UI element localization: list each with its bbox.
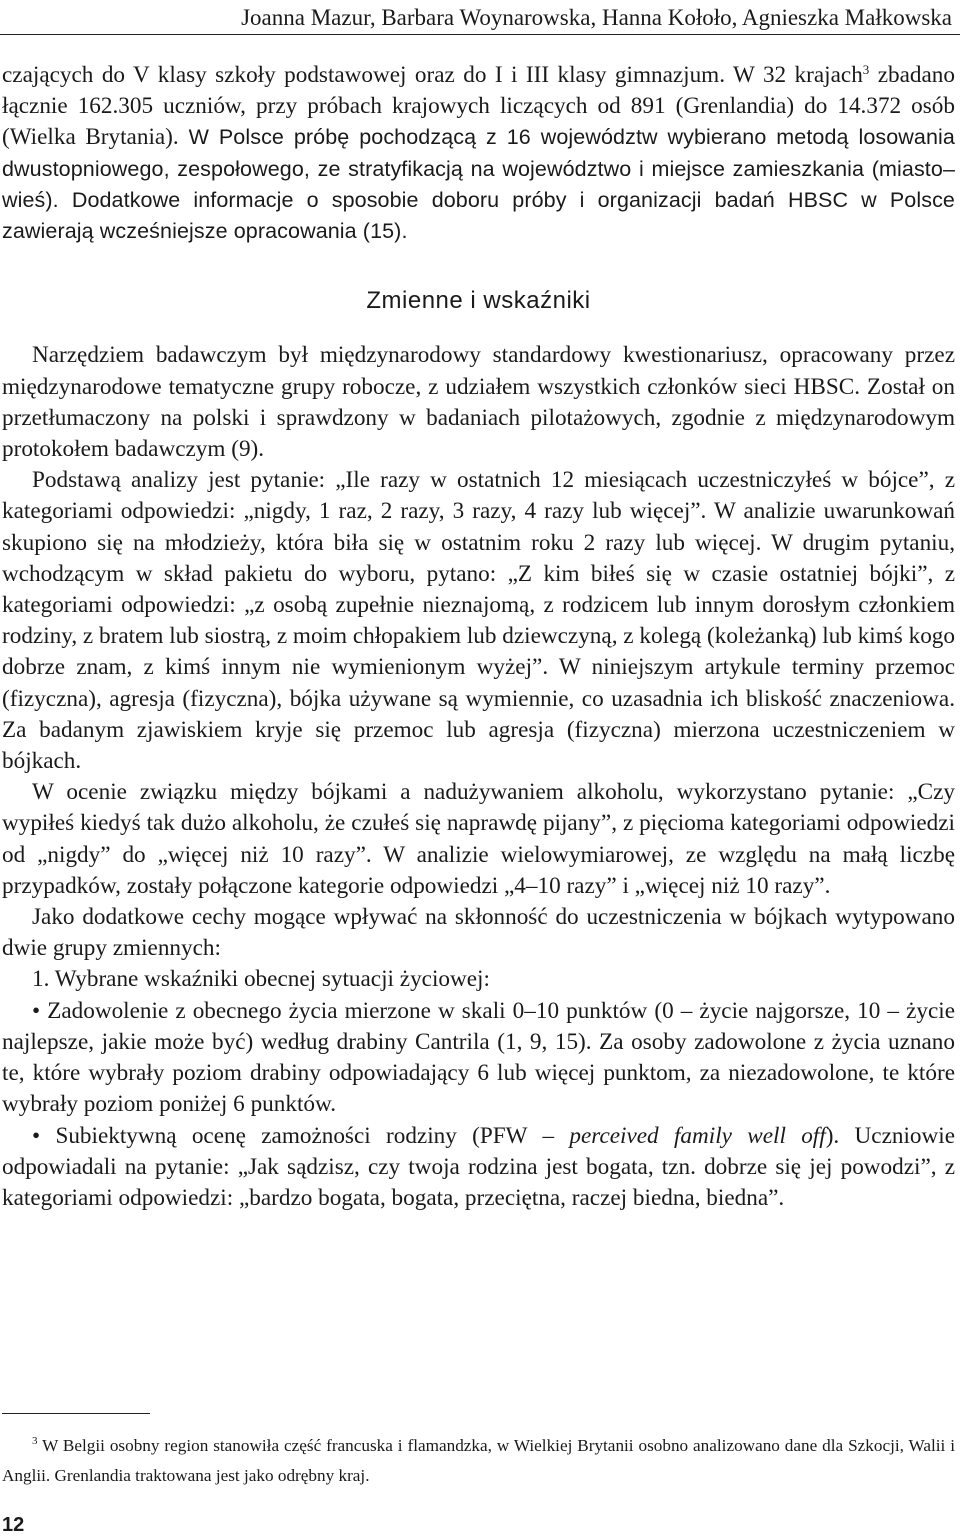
section-heading: Zmienne i wskaźniki [366, 287, 591, 315]
bullet-family-affluence-start: • Subiektywną ocenę zamożności rodziny (PFW – [32, 1122, 570, 1149]
intro-paragraph [2, 60, 955, 247]
running-title: Joanna Mazur, Barbara Woynarowska, Hanna Kołoło, Agnieszka Małkowska [241, 5, 952, 30]
paragraph-additional-variables: Jako dodatkowe cechy mogące wpływać na skłonność do uczestniczenia w bójkach wytypowano dwie grupy zmiennych: [2, 904, 955, 962]
bullet-family-affluence [2, 1121, 955, 1215]
intro-sentence-2: W Polsce próbę pochodzącą z 16 województw wybierano metodą losowania dwustopniowego, zespołowego, ze stratyfikacją na województwo i miejsce zamieszkania (miasto–wieś). Dodatkowe informacje o sposobie doboru próby i organizacji badań HBSC w Polsce zawierają wcześniejsze opracowania (15). [2, 125, 955, 244]
list-heading: 1. Wybrane wskaźniki obecnej sytuacji życiowej: [32, 966, 490, 993]
footnote-marker: 3 [32, 1435, 38, 1447]
main-text [2, 60, 955, 1214]
bullet-family-affluence-end: ). Uczniowie odpowiadali na pytanie: „Jak sądzisz, czy twoja rodzina jest bogata, tzn. dobrze się jej powodzi”, z kategoriami odpowiedzi: „bardzo bogata, bogata, przeciętna, raczej biedna, biedna”. [2, 1122, 955, 1211]
intro-sentence-1a: czających do V klasy szkoły podstawowej oraz do I i III klasy gimnazjum. W 32 krajach [2, 62, 863, 88]
intro-sentence-1b: zbadano łącznie 162.305 uczniów, przy próbach krajowych liczących od 891 (Grenlandia) do 14.372 osób (Wielka Brytania). [2, 62, 955, 151]
bullet-family-affluence-term: perceived family well off [569, 1122, 826, 1149]
paragraph-fights-question: Podstawą analizy jest pytanie: „Ile razy w ostatnich 12 miesiącach uczestniczyłeś w bójce”, z kategoriami odpowiedzi: „nigdy, 1 raz, 2 razy, 3 razy, 4 razy lub więcej”. W analizie uwarunkowań skupiono się na młodzieży, która biła się w ostatnim roku 2 razy lub więcej. W drugim pytaniu, wchodzącym w skład pakietu do wyboru, pytano: „Z kim biłeś się w czasie ostatniej bójki”, z kategoriami odpowiedzi: „z osobą zupełnie nieznajomą, z rodzicem lub innym dorosłym członkiem rodziny, z bratem lub siostrą, z moim chłopakiem lub dziewczyną, z kolegą (koleżanką) lub kimś kogo dobrze znam, z kimś innym nie wymienionym wyżej”. W niniejszym artykule terminy przemoc (fizyczna), agresja (fizyczna), bójka używane są wymiennie, co uzasadnia ich bliskość znaczeniowa. Za badanym zjawiskiem kryje się przemoc lub agresja (fizyczna) mierzona uczestniczeniem w bójkach. [2, 467, 955, 775]
footnote-reference: 3 [862, 62, 870, 77]
footnote [2, 1431, 955, 1491]
page-number: 12 [2, 1514, 25, 1536]
footnote-rule [2, 1413, 150, 1414]
running-header [0, 0, 960, 36]
footnote-text: W Belgii osobny region stanowiła część francuska i flamandzka, w Wielkiej Brytanii osobno analizowano dane dla Szkocji, Walii i Anglii. Grenlandia traktowana jest jako odrębny kraj. [2, 1436, 955, 1485]
paragraph-alcohol-question: W ocenie związku między bójkami a nadużywaniem alkoholu, wykorzystano pytanie: „Czy wypiłeś kiedyś tak dużo alkoholu, że czułeś się naprawdę pijany”, z pięcioma kategoriami odpowiedzi od „nigdy” do „więcej niż 10 razy”. W analizie wielowymiarowej, ze względu na małą liczbę przypadków, zostały połączone kategorie odpowiedzi „4–10 razy” i „więcej niż 10 razy”. [2, 779, 955, 899]
paragraph-instrument: Narzędziem badawczym był międzynarodowy standardowy kwestionariusz, opracowany przez międzynarodowe tematyczne grupy robocze, z udziałem wszystkich członków sieci HBSC. Został on przetłumaczony na polski i sprawdzony w badaniach pilotażowych, zgodnie z międzynarodowym protokołem badawczym (9). [2, 342, 955, 463]
header-rule [0, 34, 960, 35]
bullet-life-satisfaction: • Zadowolenie z obecnego życia mierzone w skali 0–10 punktów (0 – życie najgorsze, 10 – życie najlepsze, jakie może być) według drabiny Cantrila (1, 9, 15). Za osoby zadowolone z życia uznano te, które wybrały poziom drabiny odpowiadający 6 lub więcej punktom, za niezadowolone, te które wybrały poziom poniżej 6 punktów. [2, 997, 955, 1118]
